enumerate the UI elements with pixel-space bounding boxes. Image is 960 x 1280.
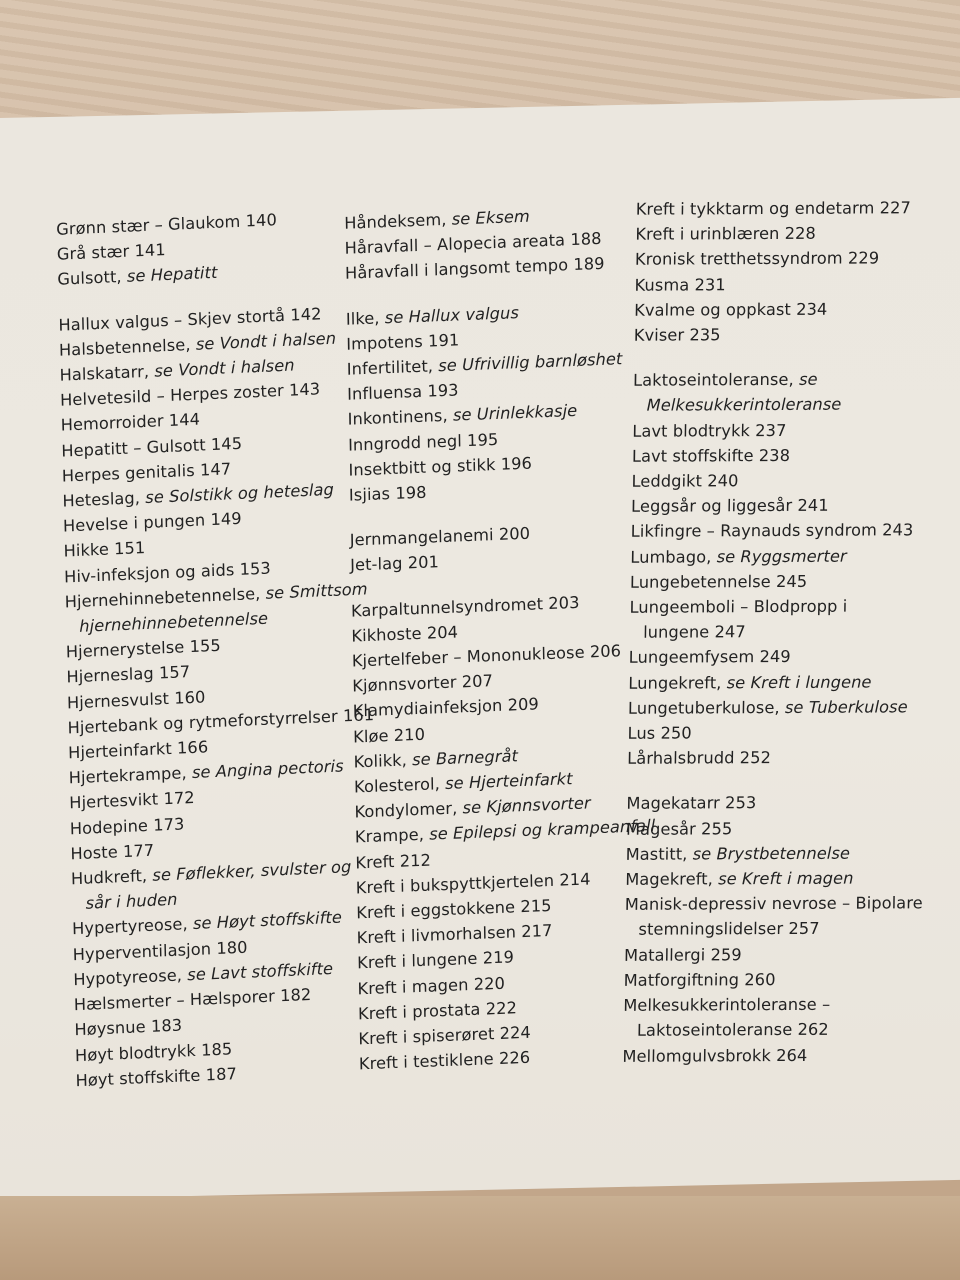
entry-text: Helvetesild – Herpes zoster 143 (59, 379, 321, 410)
entry-text: Lungekreft, (628, 672, 727, 693)
entry-text: Klamydiainfeksjon 209 (352, 694, 539, 721)
entry-text: Kreft i magen 220 (357, 973, 506, 999)
index-entry (628, 694, 926, 721)
entry-text: Kvalme og oppkast 234 (634, 299, 828, 320)
entry-text: Hallux valgus – Skjev stortå 142 (58, 303, 322, 335)
entry-text: Melkesukkerintoleranse – (623, 994, 831, 1015)
entry-text: Karpaltunnelsyndromet 203 (350, 592, 580, 621)
index-entry (627, 719, 925, 746)
entry-text: Kreft i eggstokkene 215 (356, 896, 552, 923)
entry-reference: se Eksem (451, 206, 530, 229)
entry-text: Hemorroider 144 (60, 410, 201, 436)
index-entry (635, 220, 933, 247)
index-entry (634, 271, 932, 298)
entry-text: Influensa 193 (347, 380, 459, 404)
entry-text: Kikhoste 204 (351, 622, 459, 646)
entry-text: Krampe, (354, 825, 430, 847)
entry-reference: se Føflekker, svulster og (152, 857, 352, 885)
entry-text: Laktoseintoleranse, (632, 370, 800, 390)
index-entry (630, 568, 928, 595)
entry-text: Kronisk tretthetssyndrom 229 (634, 248, 880, 270)
entry-text: stemningslidelser 257 (638, 919, 820, 940)
index-entry (633, 366, 931, 393)
index-entry (634, 296, 932, 323)
index-entry (625, 891, 923, 918)
entry-text: Jernmangelanemi 200 (349, 523, 531, 550)
entry-text: Hikke 151 (63, 538, 146, 562)
entry-text: Hjerneslag 157 (66, 662, 191, 687)
entry-reference: se Ryggsmerter (716, 546, 847, 566)
entry-text: Kreft i spiserøret 224 (358, 1022, 532, 1049)
entry-reference: hjernehinnebetennelse (79, 608, 269, 636)
entry-text: Hyperventilasjon 180 (72, 937, 248, 964)
entry-text: Heteslag, (62, 488, 146, 511)
index-entry (624, 916, 922, 943)
entry-text: Leggsår og liggesår 241 (630, 495, 829, 516)
entry-text: Isjias 198 (348, 482, 427, 505)
entry-text: Hypotyreose, (73, 965, 188, 990)
entry-text: Lus 250 (627, 723, 692, 743)
entry-text: Likfingre – Raynauds syndrom 243 (630, 520, 914, 542)
entry-text: Håndeksem, (344, 209, 452, 233)
index-entry (622, 1042, 920, 1069)
index-column-3 (622, 195, 934, 1068)
index-entry (623, 1017, 921, 1044)
entry-text: Infertilitet, (346, 356, 439, 379)
index-entry (624, 941, 922, 968)
entry-text: Kreft i tykktarm og endetarm 227 (635, 198, 911, 219)
entry-text: Mastitt, (625, 844, 693, 864)
index-entry (631, 518, 929, 545)
entry-text: Håravfall – Alopecia areata 188 (344, 229, 602, 258)
index-entry (629, 593, 927, 620)
index-entry (632, 417, 930, 444)
entry-reference: se Kjønnsvorter (462, 793, 591, 818)
entry-text: Kreft i bukspyttkjertelen 214 (355, 869, 591, 898)
entry-text: Laktoseintoleranse 262 (636, 1020, 829, 1041)
entry-reference: Melkesukkerintoleranse (646, 395, 842, 416)
index-entry (626, 815, 924, 842)
entry-text: Høyt stoffskifte 187 (75, 1063, 238, 1090)
index-entry (629, 644, 927, 671)
entry-reference: se Smittsom (265, 579, 368, 603)
entry-text: Inngrodd negl 195 (347, 429, 499, 455)
entry-reference: se Solstikk og heteslag (145, 479, 335, 508)
entry-text: Hælsmerter – Hælsporer 182 (73, 984, 312, 1015)
entry-text: Magekreft, (625, 869, 719, 889)
entry-reference: se Hepatitt (126, 263, 218, 287)
entry-text: Høysnue 183 (74, 1015, 183, 1040)
entry-text: Insektbitt og stikk 196 (348, 453, 533, 480)
entry-reference: se Kreft i lungene (726, 672, 872, 692)
entry-text: Lungeemfysem 249 (628, 647, 791, 668)
entry-text: Kolesterol, (353, 774, 446, 797)
entry-text: Ilke, (345, 307, 385, 329)
book-page (0, 98, 960, 1200)
index-entry (629, 618, 927, 645)
entry-reference: se Angina pectoris (191, 756, 344, 783)
entry-reference: se Tuberkulose (784, 697, 908, 717)
entry-text: Kjertelfeber – Mononukleose 206 (351, 641, 622, 671)
entry-text: Kløe 210 (353, 724, 426, 747)
entry-text: Hoste 177 (70, 840, 155, 864)
entry-reference: se Epilepsi og krampeanfall (429, 816, 656, 845)
entry-text: Magekatarr 253 (626, 793, 757, 814)
page-shadow-edge (0, 1196, 960, 1280)
entry-text: Inkontinens, (347, 406, 454, 430)
entry-reference: se Ufrivillig barnløshet (438, 349, 623, 376)
entry-text: Lavt blodtrykk 237 (632, 420, 787, 441)
entry-text: Manisk-depressiv nevrose – Bipolare (624, 893, 923, 915)
entry-reference: se Hallux valgus (384, 302, 520, 327)
entry-text: Matforgiftning 260 (623, 969, 776, 990)
entry-text: Hjertebank og rytmeforstyrrelser 161 (67, 704, 375, 738)
section-gap (627, 770, 925, 792)
index-entry (633, 392, 931, 419)
index-entry (627, 744, 925, 771)
entry-text: Kreft i urinblæren 228 (635, 223, 817, 244)
section-gap (633, 346, 931, 368)
entry-text: Håravfall i langsomt tempo 189 (344, 254, 605, 284)
entry-reference: se (798, 369, 818, 390)
entry-text: Lungetuberkulose, (627, 697, 786, 718)
entry-text: Kusma 231 (634, 274, 726, 295)
entry-text: Kreft i testiklene 226 (358, 1048, 531, 1074)
index-entry (632, 442, 930, 469)
entry-text: Matallergi 259 (623, 944, 742, 965)
index-entry (625, 840, 923, 867)
entry-text: Gulsott, (57, 267, 128, 290)
index-entry (623, 966, 921, 993)
entry-reference: sår i huden (85, 889, 178, 913)
entry-text: Magesår 255 (625, 818, 733, 839)
entry-text: Hjertekrampe, (68, 763, 193, 788)
entry-text: Kondylomer, (354, 798, 463, 822)
entry-reference: se Barnegråt (411, 746, 519, 770)
entry-text: Lårhalsbrudd 252 (627, 748, 772, 769)
entry-reference: se Urinlekkasje (452, 401, 578, 426)
entry-reference: se Vondt i halsen (195, 328, 337, 354)
index-entry (631, 467, 929, 494)
entry-text: Kolikk, (353, 750, 413, 772)
index-entry (631, 492, 929, 519)
entry-text: Lungebetennelse 245 (629, 571, 808, 592)
entry-text: Hjerteinfarkt 166 (67, 737, 209, 763)
entry-text: Hevelse i pungen 149 (62, 509, 242, 536)
entry-text: Kviser 235 (633, 325, 721, 345)
entry-text: Halsbetennelse, (58, 334, 197, 360)
entry-reference: se Vondt i halsen (154, 355, 295, 381)
entry-text: Hepatitt – Gulsott 145 (61, 433, 243, 461)
entry-text: lungene 247 (643, 622, 746, 642)
entry-text: Grå stær 141 (56, 240, 166, 264)
entry-text: Hjernehinnebetennelse, (64, 583, 266, 612)
entry-text: Mellomgulvsbrokk 264 (622, 1045, 808, 1066)
entry-reference: se Brystbetennelse (692, 843, 851, 864)
entry-text: Kreft i livmorhalsen 217 (356, 921, 553, 948)
entry-text: Kjønnsvorter 207 (352, 671, 494, 696)
entry-text: Hodepine 173 (69, 814, 185, 839)
entry-text: Kreft i lungene 219 (356, 947, 515, 973)
entry-reference: se Hjerteinfarkt (444, 769, 573, 794)
entry-text: Herpes genitalis 147 (61, 459, 232, 486)
entry-text: Hiv-infeksjon og aids 153 (63, 558, 272, 587)
entry-text: Kreft i prostata 222 (357, 998, 518, 1024)
entry-text: Halskatarr, (59, 361, 155, 385)
entry-text: Hypertyreose, (71, 914, 194, 939)
index-entry (634, 321, 932, 348)
index-entry (630, 543, 928, 570)
entry-text: Hjernerystelse 155 (65, 636, 221, 662)
entry-text: Grønn stær – Glaukom 140 (56, 210, 278, 239)
entry-text: Jet-lag 201 (350, 552, 440, 576)
index-entry (635, 246, 933, 273)
entry-text: Lavt stoffskifte 238 (631, 445, 791, 466)
entry-reference: se Lavt stoffskifte (187, 958, 334, 985)
entry-text: Hudkreft, (70, 865, 153, 889)
index-column-1 (56, 203, 382, 1093)
index-entry (623, 991, 921, 1018)
entry-text: Hjernesvulst 160 (66, 687, 206, 713)
index-column-2 (344, 199, 659, 1077)
entry-text: Lungeemboli – Blodpropp i (629, 596, 848, 617)
entry-text: Hjertesvikt 172 (69, 788, 195, 813)
entry-text: Høyt blodtrykk 185 (74, 1038, 233, 1065)
index-entry (625, 865, 923, 892)
index-entry (636, 195, 934, 222)
index-entry (628, 669, 926, 696)
index-entry (626, 790, 924, 817)
entry-text: Lumbago, (630, 546, 717, 567)
entry-reference: se Kreft i magen (718, 868, 854, 889)
entry-reference: se Høyt stoffskifte (192, 908, 343, 934)
entry-text: Leddgikt 240 (631, 471, 739, 491)
entry-text: Impotens 191 (346, 330, 460, 354)
entry-text: Kreft 212 (355, 850, 432, 873)
